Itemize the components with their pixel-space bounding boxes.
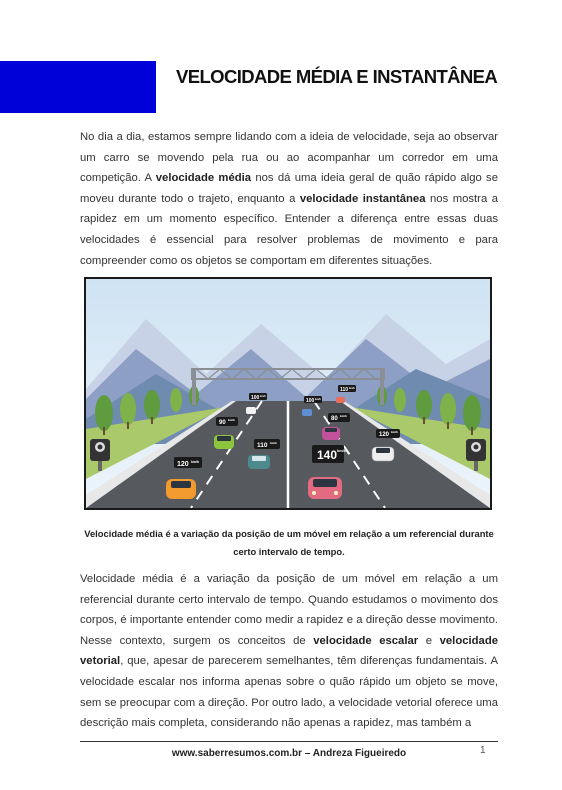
svg-text:km/h: km/h [228,418,236,422]
svg-text:km/h: km/h [337,448,347,453]
body-text-3: , que, apesar de parecerem semelhantes, têm diferenças fundamentais. A velocidade escalar nos informa apenas sobre o quão rápido um objeto se move, sem se preocupar com a direção. Por outro lado, a velocidade vetorial oferece uma descrição mais completa, considerando não apenas a rapidez, mas também a [80,655,498,730]
speed-tag [312,445,347,463]
svg-text:100: 100 [251,395,260,401]
svg-text:km/h: km/h [315,398,321,401]
figure-caption: Velocidade média é a variação da posição de um móvel em relação a um referencial durante certo intervalo de tempo. [84,528,494,557]
highway-illustration [84,277,492,510]
car-green [214,435,234,449]
svg-text:140: 140 [317,448,338,462]
speed-tag [249,393,267,401]
svg-text:110: 110 [257,442,268,449]
svg-text:km/h: km/h [260,395,266,398]
car-teal [248,455,270,469]
svg-text:km/h: km/h [349,387,355,390]
body-bold-velocidade-escalar: velocidade escalar [313,634,419,647]
car-pink-front [308,477,342,499]
header-accent-bar [0,61,156,113]
intro-text-1: No dia a dia, estamos sempre lidando com a ideia de velocidade, seja ao observar um carro se movendo pela rua ou ao acompanhar um corredor em uma competição. A [80,131,498,185]
car-white [372,447,394,461]
footer-divider [80,741,498,742]
svg-text:km/h: km/h [340,414,348,418]
speed-tag [376,429,400,438]
intro-bold-velocidade-media: velocidade média [155,172,252,185]
body-bold-velocidade-vetorial: velocidade vetorial [80,634,499,668]
svg-text:km/h: km/h [391,430,399,434]
speed-tag [338,385,356,393]
intro-bold-velocidade-instantanea: velocidade instantânea [299,192,426,205]
svg-text:km/h: km/h [270,441,278,445]
body-text-1: Velocidade média é a variação da posição de um móvel em relação a um referencial durante certo intervalo de tempo. Quando estudamos o movimento dos corpos, é importante entender como medir a rapidez e a direção desse movimento. Nesse contexto, surgem os conceitos de [80,573,498,647]
car-magenta [322,427,340,440]
body-text-2: e [418,634,440,647]
car-orange [166,479,196,499]
body-paragraph [80,569,498,734]
footer-credit: www.saberresumos.com.br – Andreza Figueiredo [171,748,407,759]
page-title: VELOCIDADE MÉDIA E INSTANTÂNEA [176,66,498,87]
svg-text:100: 100 [306,398,315,404]
intro-text-3: nos mostra a rapidez em um momento específico. Entender a diferença entre essas duas velocidades é essencial para resolver problemas de movimento e para compreender como os objetos se comportam em diferentes situações. [80,192,498,267]
speed-tag [216,417,238,426]
speed-tag [254,439,280,449]
svg-text:km/h: km/h [191,460,200,464]
speed-tag [304,396,322,404]
svg-text:120: 120 [379,432,390,438]
page-number: 1 [480,745,486,756]
svg-text:80: 80 [331,416,338,422]
speed-tag [328,413,350,422]
svg-text:120: 120 [177,461,189,468]
intro-paragraph [80,127,498,271]
svg-text:90: 90 [219,420,226,426]
svg-text:110: 110 [340,387,349,393]
intro-text-2: nos dá uma ideia geral de quão rápido algo se moveu durante todo o trajeto, enquanto a [80,172,498,205]
speed-tag [174,457,202,468]
